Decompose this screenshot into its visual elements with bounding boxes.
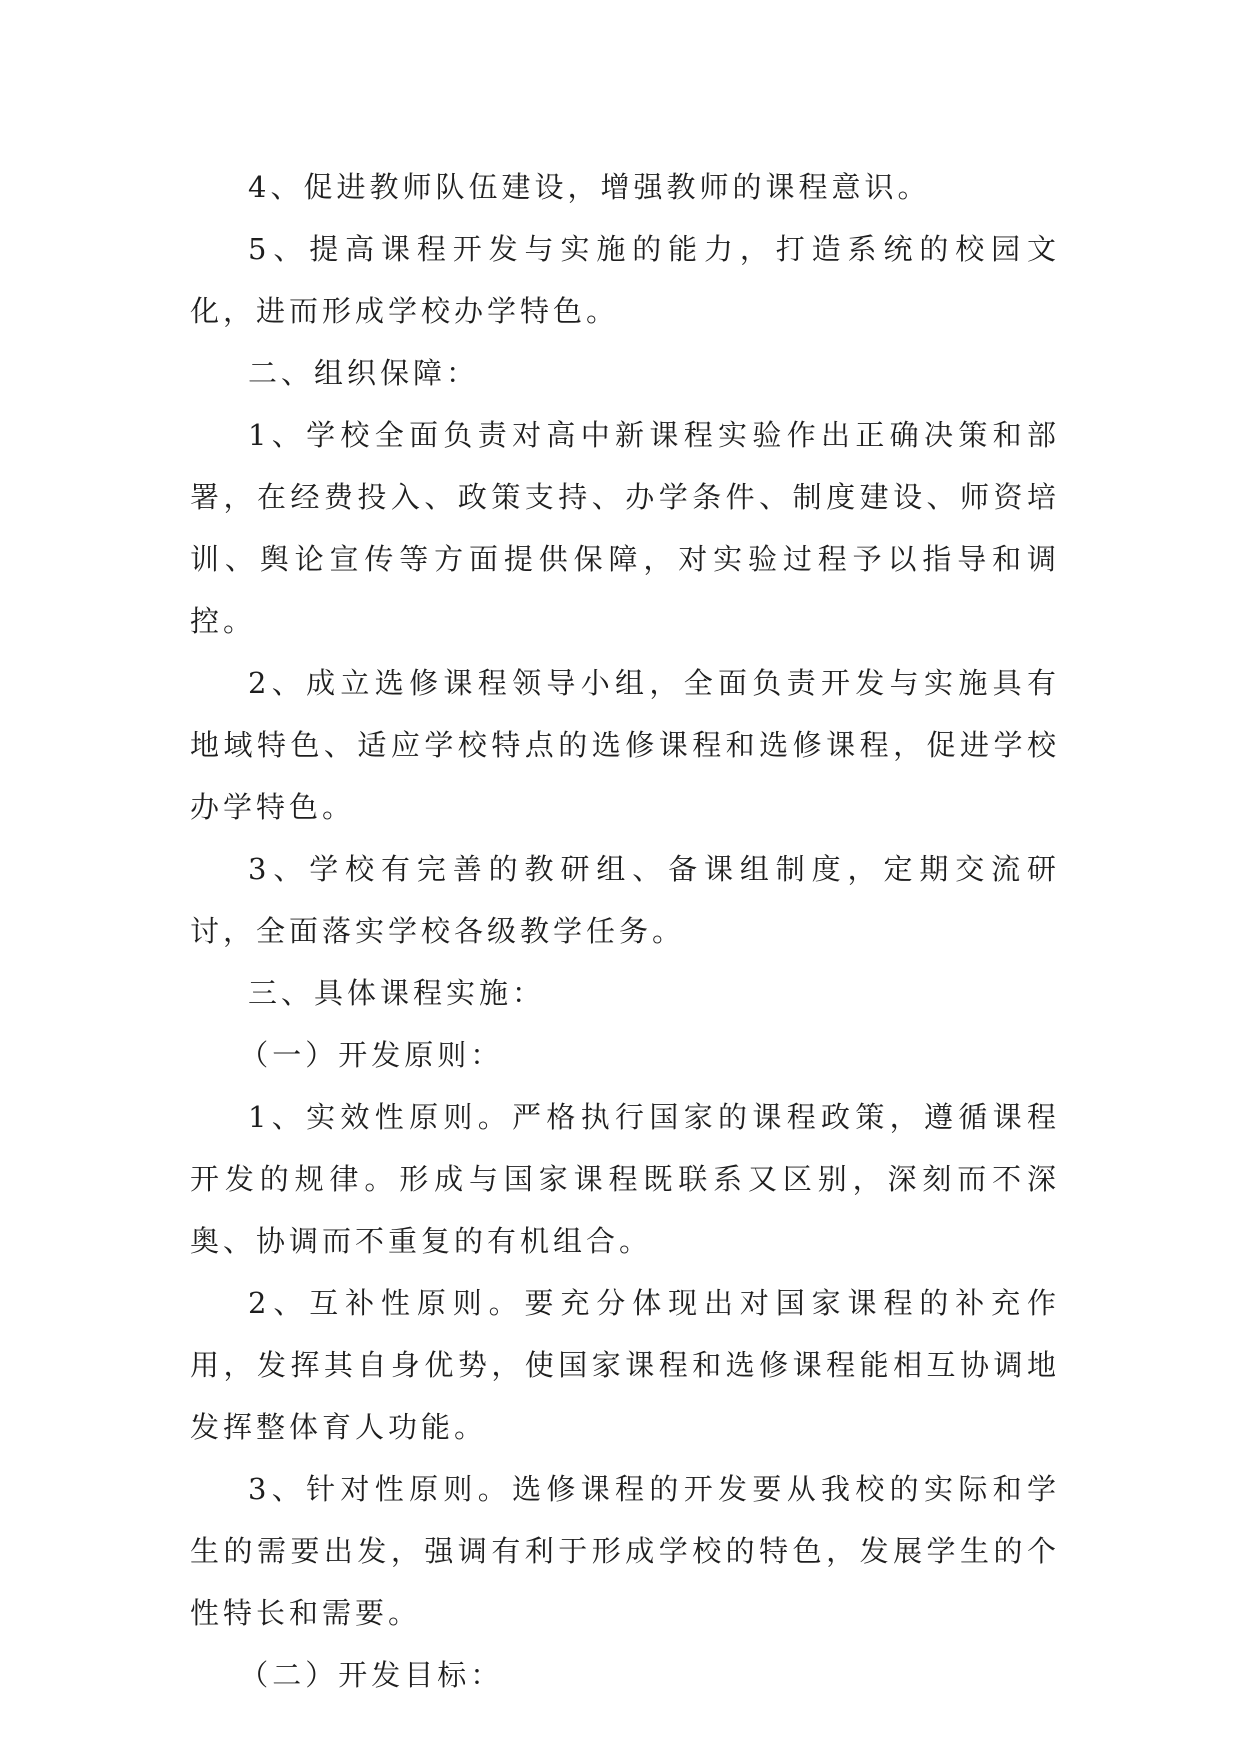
subheading-development-principles: （一）开发原则： [239,1038,504,1072]
paragraph-principle-2: 2、互补性原则。要充分体现出对国家课程的补充作用，发挥其自身优势，使国家课程和选修课程能相互协调地发挥整体育人功能。 [190,1286,1060,1444]
paragraph-goal-5: 5、提高课程开发与实施的能力，打造系统的校园文化，进而形成学校办学特色。 [190,232,1060,328]
paragraph-principle-3: 3、针对性原则。选修课程的开发要从我校的实际和学生的需要出发，强调有利于形成学校的特色，发展学生的个性特长和需要。 [190,1472,1060,1630]
document-body [190,156,1060,1706]
paragraph-organization-3: 3、学校有完善的教研组、备课组制度，定期交流研讨，全面落实学校各级教学任务。 [190,852,1060,948]
section-heading-organization: 二、组织保障： [248,356,480,390]
paragraph-principle-1: 1、实效性原则。严格执行国家的课程政策，遵循课程开发的规律。形成与国家课程既联系又区别，深刻而不深奥、协调而不重复的有机组合。 [190,1100,1060,1258]
section-heading-implementation: 三、具体课程实施： [248,976,546,1010]
paragraph-goal-4: 4、促进教师队伍建设，增强教师的课程意识。 [248,170,931,204]
subheading-development-goals: （二）开发目标： [239,1658,504,1692]
paragraph-organization-1: 1、学校全面负责对高中新课程实验作出正确决策和部署，在经费投入、政策支持、办学条件、制度建设、师资培训、舆论宣传等方面提供保障，对实验过程予以指导和调控。 [190,418,1060,638]
paragraph-organization-2: 2、成立选修课程领导小组，全面负责开发与实施具有地域特色、适应学校特点的选修课程和选修课程，促进学校办学特色。 [190,666,1060,824]
